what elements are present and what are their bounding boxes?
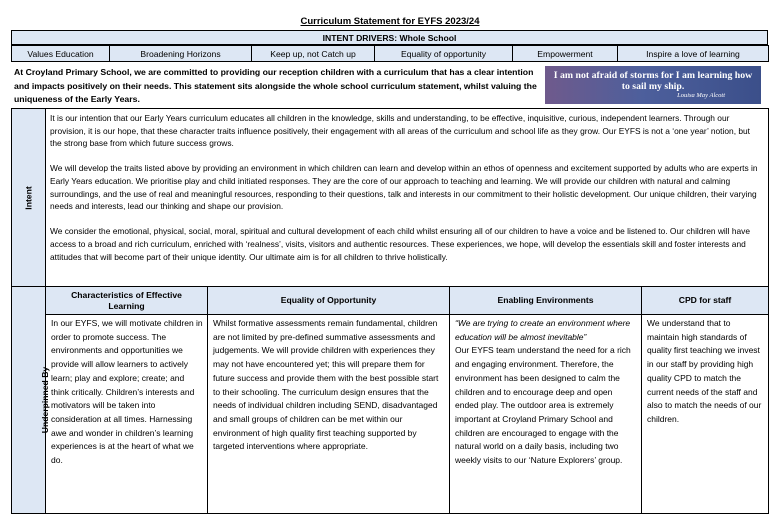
column-heading: Enabling Environments bbox=[450, 287, 642, 315]
intent-row bbox=[12, 109, 769, 287]
driver-inspire-love-of-learning: Inspire a love of learning bbox=[618, 46, 769, 62]
column-heading: Characteristics of Effective Learning bbox=[46, 287, 208, 315]
column-heading: CPD for staff bbox=[642, 287, 769, 315]
driver-keep-up: Keep up, not Catch up bbox=[252, 46, 375, 62]
driver-broadening-horizons: Broadening Horizons bbox=[110, 46, 252, 62]
quote-text: I am not afraid of storms for I am learning how to sail my ship. bbox=[553, 70, 753, 92]
intent-paragraph: We consider the emotional, physical, social, moral, spiritual and cultural development of each child whilst ensuring all of our children to have a voice and be listened to. Our children will have access to a broad and rich curriculum, enriched with ‘realness’, visits, visitors and authentic resources. These experiences, we hope, will develop the essentials skill and foster interests and attitudes that will become part of their unique identity. Our ultimate aim is for all children to thrive holistically. bbox=[50, 226, 750, 262]
intent-side-label bbox=[12, 109, 46, 287]
enabling-environments-text: Our EYFS team understand the need for a rich and engaging environment. Therefore, the environment has been designed to calm the children and to encourage deep and open ended play. The outdoor area is extremely important at Croyland Primary School and children are encouraged to engage with the natural world on a daily basis, including two weekly visits to our ‘Nature Explorers’ group. bbox=[455, 345, 631, 466]
equality-text: Whilst formative assessments remain fundamental, children are not limited by pre-defined summative assessments and judgements. We will provide children with experiences they may not have encountered yet; this will prepare them for future success and provide them with the best possible start to their schooling. The curriculum design ensures that the needs of individual children including SEND, disadvantaged and small groups of children can be met within our environment of high quality first teaching supported by targeted interventions where appropriate. bbox=[208, 315, 450, 514]
driver-equality-of-opportunity: Equality of opportunity bbox=[375, 46, 513, 62]
intent-drivers-title: INTENT DRIVERS: Whole School bbox=[12, 31, 768, 45]
enabling-environments-quote: “We are trying to create an environment where education will be almost inevitable” bbox=[455, 318, 631, 342]
document-title: Curriculum Statement for EYFS 2023/24 bbox=[300, 16, 480, 27]
intro-statement: At Croyland Primary School, we are committed to providing our reception children with a curriculum that has a clear intention and impacts positively on their needs. This statement sits alongside the whole school curriculum statement, whilst valuing the uniqueness of the Early Years. bbox=[14, 67, 537, 104]
intent-paragraph: It is our intention that our Early Years curriculum educates all children in the knowledge, skills and understanding, to be effective, inquisitive, curious, independent learners. Through our provision, it is our hope, that these character traits influence positively, their engagement with all areas of the curriculum and school life as they grow. Our EYFS is not a ‘one year’ notion, but the strong base from which future success grows. bbox=[50, 113, 750, 149]
intent-drivers-header bbox=[11, 30, 768, 45]
curriculum-table bbox=[11, 108, 769, 514]
intent-label: Intent bbox=[23, 185, 34, 210]
underpinned-label: Underpinned By bbox=[40, 366, 51, 434]
underpinned-body-row bbox=[12, 315, 769, 514]
intent-paragraph: We will develop the traits listed above by providing an environment in which children can learn and develop within an ethos of openness and excitement supported by adults who are experts in Early Years education. We prioritise play and child initiated responses. They are the core of our approach to teaching and learning. We will provide our children with natural and calming surroundings, and the use of real and meaningful resources, responding to their questions, talk and interests in our commitment to their holistic development. Our unique children, their varying needs and interests, lead our thinking and shape our provision. bbox=[50, 163, 758, 212]
enabling-environments-cell bbox=[450, 315, 642, 514]
driver-empowerment: Empowerment bbox=[513, 46, 618, 62]
cpd-text: We understand that to maintain high standards of quality first teaching we invest in our staff by providing high quality CPD to match the current needs of the staff and also to match the needs of our children. bbox=[642, 315, 769, 514]
column-heading: Equality of Opportunity bbox=[208, 287, 450, 315]
underpinned-side-label bbox=[12, 287, 51, 514]
quote-author: Louisa May Alcott bbox=[677, 92, 725, 99]
characteristics-text: In our EYFS, we will motivate children in order to promote success. The environments and opportunities we provide will allow learners to actively learn; play and explore; create; and think critically. Children’s interests and motivators will be taken into consideration at all times. Harnessing awe and wonder in children’s learning experiences is at the heart of what we do. bbox=[46, 315, 208, 514]
underpinned-header-row bbox=[12, 287, 769, 315]
intent-text-cell bbox=[46, 109, 769, 287]
intent-drivers-list bbox=[11, 45, 769, 62]
driver-values-education: Values Education bbox=[12, 46, 110, 62]
quote-banner bbox=[545, 66, 761, 104]
